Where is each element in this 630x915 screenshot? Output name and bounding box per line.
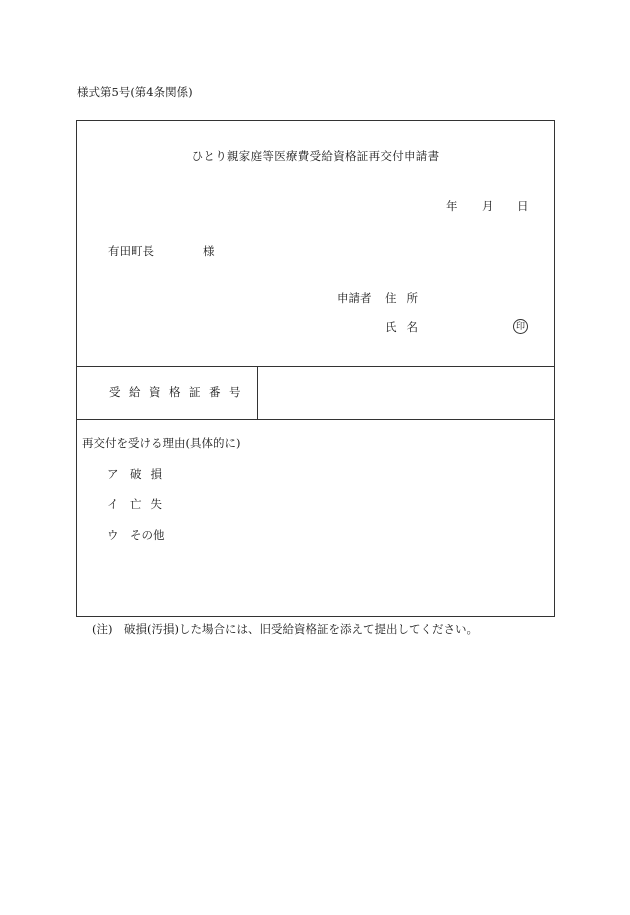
seal-mark: 印: [513, 319, 528, 334]
recipient-name: 有田町長: [108, 244, 154, 258]
reason-option-loss: [107, 499, 171, 511]
footnote: (注) 破損(汚損)した場合には、旧受給資格証を添えて提出してください。: [92, 622, 478, 636]
cell-divider: [257, 366, 258, 419]
reason-option-mark: イ: [107, 497, 119, 511]
form-number-label: 様式第5号(第4条関係): [77, 85, 193, 99]
recipient-honorific: 様: [203, 244, 215, 258]
reason-option-text: 破損: [130, 467, 171, 481]
address-label: 住所: [385, 291, 428, 305]
applicant-label: 申請者: [337, 291, 372, 305]
reason-option-other: [107, 530, 165, 542]
application-form: [76, 120, 555, 617]
reason-option-text: 亡失: [130, 497, 171, 511]
reason-option-mark: ウ: [107, 528, 119, 542]
name-label: 氏名: [385, 320, 428, 334]
reason-option-mark: ア: [107, 467, 119, 481]
date-month-label: 月: [482, 199, 494, 213]
date-day-label: 日: [517, 199, 529, 213]
divider-top: [77, 366, 554, 367]
date-year-label: 年: [446, 199, 458, 213]
divider-bottom: [77, 419, 554, 420]
reason-option-text: その他: [130, 528, 165, 542]
reason-label: 再交付を受ける理由(具体的に): [82, 436, 241, 450]
reason-option-damage: [107, 469, 171, 481]
certificate-number-label: 受給資格証番号: [109, 385, 249, 399]
document-title: ひとり親家庭等医療費受給資格証再交付申請書: [191, 149, 440, 163]
